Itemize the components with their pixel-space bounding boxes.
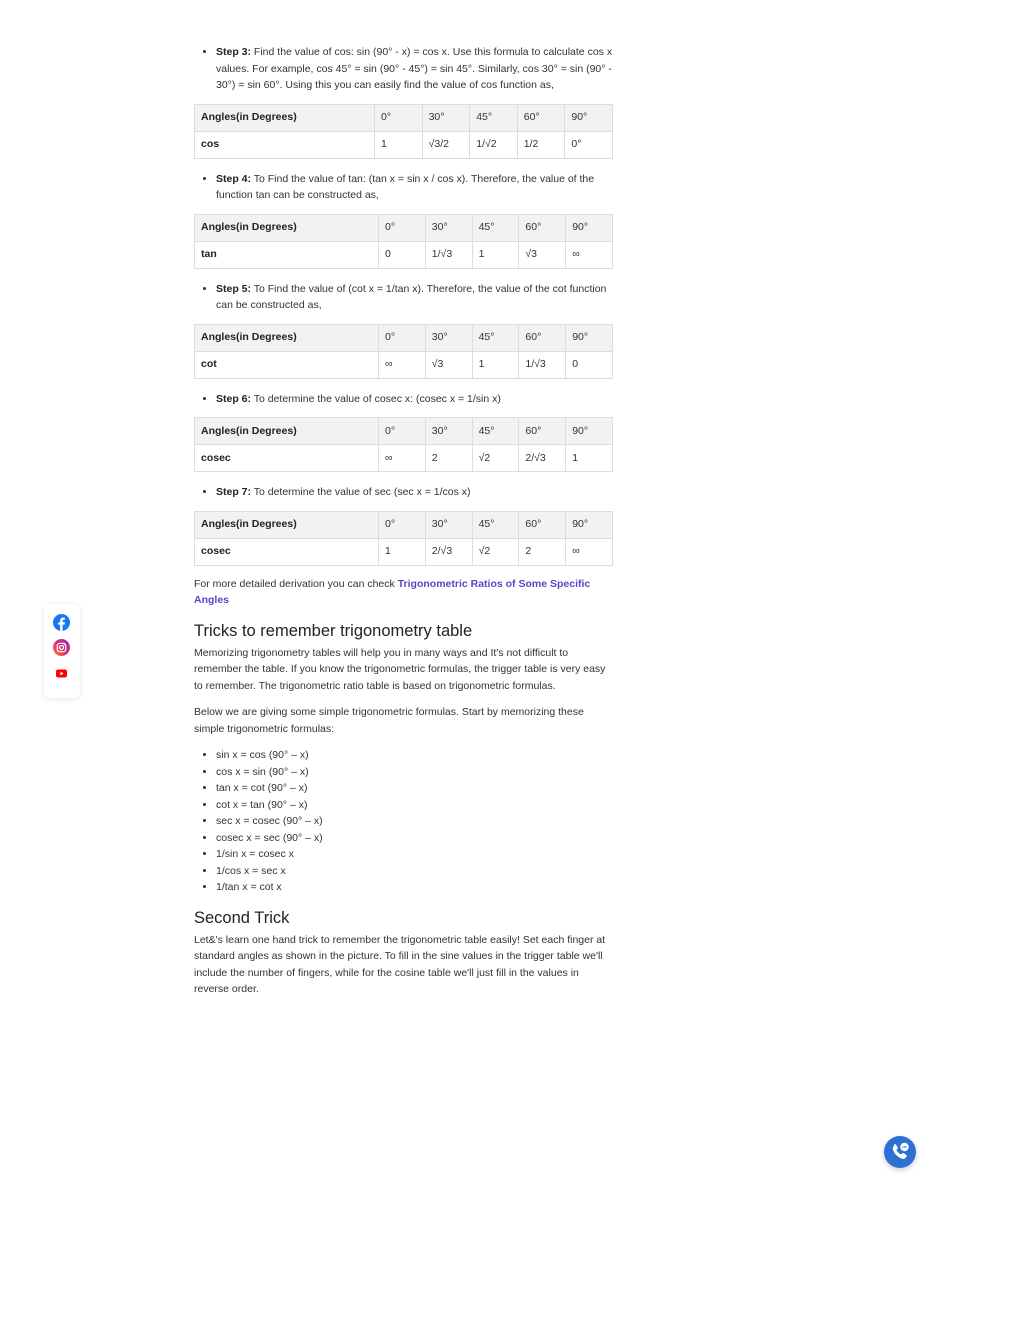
table-header-row [195, 324, 613, 351]
header-label-cell: Angles(in Degrees) [195, 511, 379, 538]
sec-table [194, 511, 613, 566]
header-angle-cell: 45° [472, 214, 519, 241]
instagram-icon[interactable] [53, 639, 70, 656]
list-item: • 1/cos x = sec x [216, 863, 613, 880]
header-angle-cell: 0° [379, 214, 426, 241]
list-item: • cos x = sin (90° – x) [216, 764, 613, 781]
table-row [195, 131, 613, 158]
value-cell: √2 [472, 538, 519, 565]
header-angle-cell: 0° [379, 511, 426, 538]
value-cell: ∞ [379, 351, 426, 378]
value-cell: 2/√3 [519, 445, 566, 472]
value-cell: 1/√3 [519, 351, 566, 378]
table-row [195, 351, 613, 378]
value-cell: 2/√3 [425, 538, 472, 565]
value-cell: 1/√3 [425, 241, 472, 268]
table-row [195, 241, 613, 268]
value-cell: √3 [519, 241, 566, 268]
step-5-list [194, 281, 613, 314]
second-trick-heading: Second Trick [194, 908, 290, 927]
header-angle-cell: 45° [470, 104, 518, 131]
step-4-text: To Find the value of tan: (tan x = sin x / cos x). Therefore, the value of the function tan can be constructed as, [216, 172, 595, 201]
value-cell: 0 [379, 241, 426, 268]
value-cell: ∞ [566, 241, 613, 268]
value-cell: ∞ [566, 538, 613, 565]
value-cell: 2 [425, 445, 472, 472]
list-item: • sec x = cosec (90° – x) [216, 813, 613, 830]
step-3-text: Find the value of cos: sin (90° - x) = cos x. Use this formula to calculate cos x values. For example, cos 45° = sin (90° - 45°) = sin 45°. Similarly, cos 30° = sin (90° - 30°) = sin 60°. Using this you can easily find the value of cos function as, [216, 46, 613, 91]
step-7-item [216, 484, 613, 501]
value-cell: 1 [566, 445, 613, 472]
header-angle-cell: 30° [425, 418, 472, 445]
list-item: • 1/sin x = cosec x [216, 846, 613, 863]
list-item: • tan x = cot (90° – x) [216, 780, 613, 797]
derivation-text: For more detailed derivation you can check [194, 577, 398, 590]
header-angle-cell: 45° [472, 418, 519, 445]
youtube-icon[interactable] [53, 665, 70, 682]
second-trick-paragraph: Let&'s learn one hand trick to remember the trigonometric table easily! Set each finger at standard angles as shown in the picture. To fill in the sine values in the trigger table we'll include the number of fingers, while for the cosine table we'll just fill in the values in reverse order. [194, 933, 606, 995]
header-angle-cell: 45° [472, 324, 519, 351]
step-4-list [194, 171, 613, 204]
value-cell: 2 [519, 538, 566, 565]
cos-table [194, 104, 613, 159]
header-angle-cell: 45° [472, 511, 519, 538]
tricks-paragraph-2: Below we are giving some simple trigonometric formulas. Start by memorizing these simple trigonometric formulas: [194, 706, 584, 735]
value-cell: 1 [472, 351, 519, 378]
table-header-row [195, 214, 613, 241]
social-share-bar [44, 604, 80, 698]
value-cell: √3/2 [422, 131, 470, 158]
tricks-paragraph-1: Memorizing trigonometry tables will help you in many ways and It's not difficult to remember the table. If you know the trigonometric formulas, the trigger table is very easy to remember. The trigonometric ratio table is based on trigonometric formulas. [194, 646, 606, 692]
cosec-table [194, 417, 613, 472]
table-row [195, 538, 613, 565]
header-label-cell: Angles(in Degrees) [195, 104, 375, 131]
value-cell: 1 [375, 131, 423, 158]
value-cell: 1 [379, 538, 426, 565]
facebook-icon[interactable] [53, 614, 70, 631]
header-angle-cell: 90° [566, 418, 613, 445]
step-7-label: Step 7: [216, 486, 252, 498]
step-7-text: To determine the value of sec (sec x = 1/cos x) [251, 486, 471, 498]
value-cell: √3 [425, 351, 472, 378]
step-6-item [216, 391, 613, 408]
header-label-cell: Angles(in Degrees) [195, 418, 379, 445]
header-angle-cell: 60° [519, 324, 566, 351]
value-cell: 1 [472, 241, 519, 268]
derivation-paragraph [194, 576, 613, 609]
header-angle-cell: 30° [425, 214, 472, 241]
function-label-cell: cos [195, 131, 375, 158]
header-angle-cell: 90° [566, 214, 613, 241]
function-label-cell: tan [195, 241, 379, 268]
header-angle-cell: 60° [519, 418, 566, 445]
list-item: • cot x = tan (90° – x) [216, 797, 613, 814]
header-angle-cell: 30° [425, 324, 472, 351]
table-header-row [195, 104, 613, 131]
trig-ratios-link[interactable]: Trigonometric Ratios of Some Specific Angles [194, 577, 591, 606]
value-cell: 1/√2 [470, 131, 518, 158]
step-6-text: To determine the value of cosec x: (cosec x = 1/sin x) [251, 392, 501, 405]
step-3-list [194, 44, 613, 94]
function-label-cell: cosec [195, 538, 379, 565]
article-content [194, 44, 613, 998]
function-label-cell: cot [195, 351, 379, 378]
list-item: • 1/tan x = cot x [216, 879, 613, 896]
phone-chat-icon[interactable] [884, 1136, 916, 1168]
step-6-label: Step 6: [216, 392, 252, 405]
table-row [195, 445, 613, 472]
tricks-heading: Tricks to remember trigonometry table [194, 621, 473, 640]
value-cell: ∞ [379, 445, 426, 472]
list-item: • cosec x = sec (90° – x) [216, 830, 613, 847]
step-7-list [194, 484, 613, 501]
header-angle-cell: 90° [566, 324, 613, 351]
header-angle-cell: 90° [565, 104, 613, 131]
header-angle-cell: 0° [375, 104, 423, 131]
step-5-text: To Find the value of (cot x = 1/tan x). Therefore, the value of the cot function can be constructed as, [216, 282, 607, 311]
value-cell: √2 [472, 445, 519, 472]
step-5-item [216, 281, 613, 314]
value-cell: 0 [566, 351, 613, 378]
header-angle-cell: 30° [422, 104, 470, 131]
value-cell: 1/2 [517, 131, 565, 158]
header-label-cell: Angles(in Degrees) [195, 324, 379, 351]
value-cell: 0° [565, 131, 613, 158]
header-angle-cell: 90° [566, 511, 613, 538]
cot-table [194, 324, 613, 379]
step-4-item [216, 171, 613, 204]
step-6-list [194, 391, 613, 408]
header-angle-cell: 60° [519, 511, 566, 538]
table-header-row [195, 418, 613, 445]
header-angle-cell: 0° [379, 418, 426, 445]
step-3-label: Step 3: [216, 46, 252, 58]
list-item: • sin x = cos (90° – x) [216, 747, 613, 764]
header-label-cell: Angles(in Degrees) [195, 214, 379, 241]
step-3-item [216, 44, 613, 94]
header-angle-cell: 30° [425, 511, 472, 538]
header-angle-cell: 60° [519, 214, 566, 241]
formula-list [194, 747, 613, 896]
tan-table [194, 214, 613, 269]
header-angle-cell: 0° [379, 324, 426, 351]
step-5-label: Step 5: [216, 282, 252, 295]
table-header-row [195, 511, 613, 538]
header-angle-cell: 60° [517, 104, 565, 131]
step-4-label: Step 4: [216, 172, 252, 185]
function-label-cell: cosec [195, 445, 379, 472]
